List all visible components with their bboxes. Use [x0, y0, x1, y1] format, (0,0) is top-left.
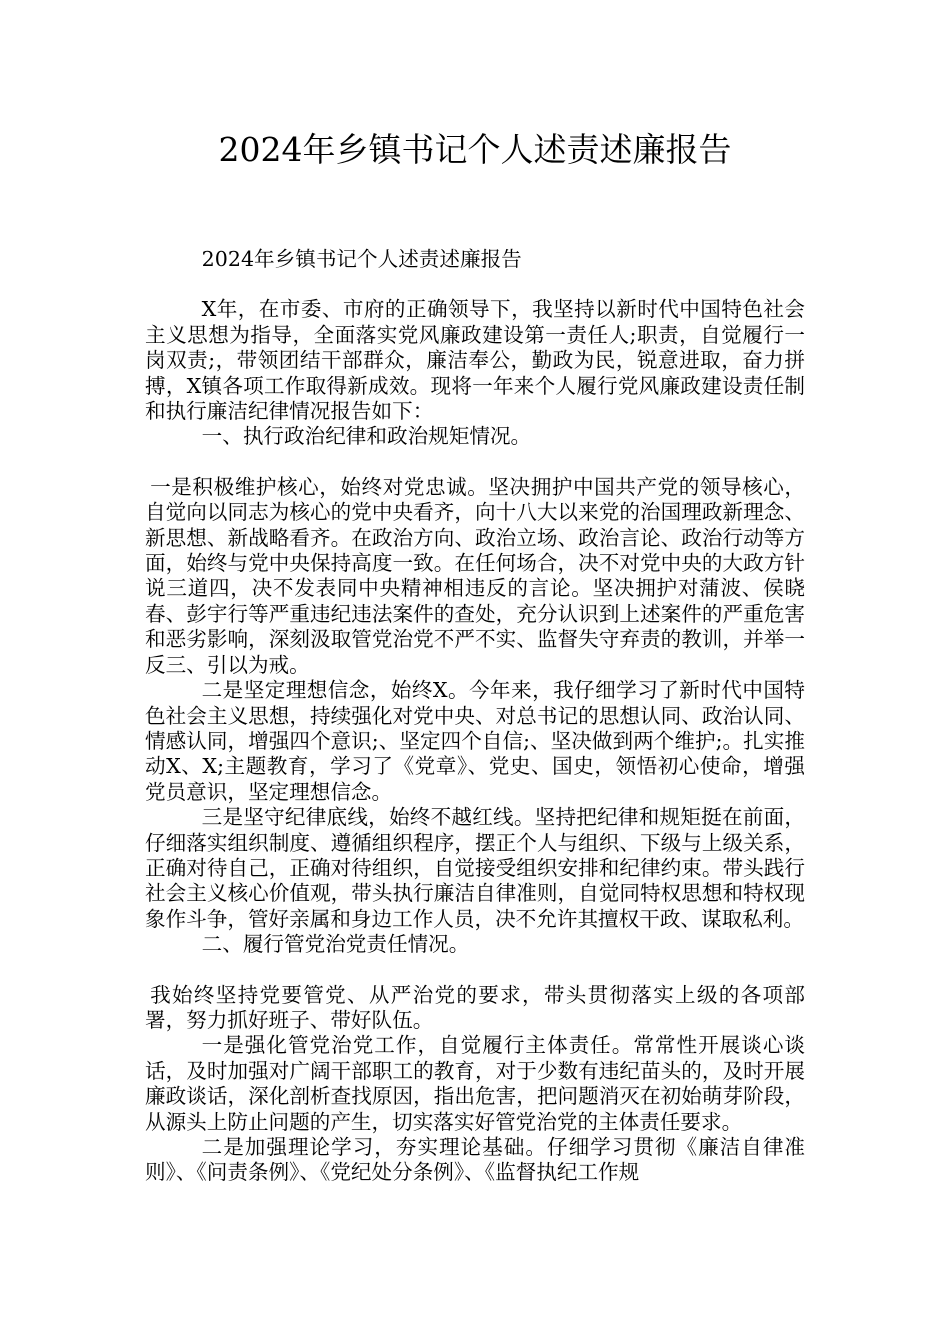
paragraph-loyalty: 一是积极维护核心，始终对党忠诚。坚决拥护中国共产党的领导核心，自觉向以同志为核心的党中央看齐，向十八大以来党的治国理政新理念、新思想、新战略看齐。在政治方向、政治立场、政治言论、政治行动等方面，始终与党中央保持高度一致。在任何场合，决不对党中央的大政方针说三道四，决不发表同中央精神相违反的言论。坚决拥护对蒲波、侯晓春、彭宇行等严重违纪违法案件的查处，充分认识到上述案件的严重危害和恶劣影响，深刻汲取管党治党不严不实、监督失守弃责的教训，并举一反三、引以为戒。	[145, 474, 805, 677]
paragraph-spacer	[145, 958, 805, 983]
section-heading-political-discipline: 一、执行政治纪律和政治规矩情况。	[201, 424, 532, 449]
document-title: 2024年乡镇书记个人述责述廉报告	[218, 130, 732, 169]
paragraph-intro: X年，在市委、市府的正确领导下，我坚持以新时代中国特色社会主义思想为指导，全面落实党风廉政建设第一责任人;职责，自觉履行一岗双责;，带领团结干部群众，廉洁奉公，勤政为民，锐意进取，奋力拼搏，X镇各项工作取得新成效。现将一年来个人履行党风廉政建设责任制和执行廉洁纪律情况报告如下：	[145, 297, 805, 424]
section-heading-party-governance: 二、履行管党治党责任情况。	[201, 932, 470, 957]
paragraph-theory-study: 二是加强理论学习，夯实理论基础。仔细学习贯彻《廉洁自律准则》、《问责条例》、《党纪处分条例》、《监督执纪工作规	[145, 1135, 805, 1185]
paragraph-ideals: 二是坚定理想信念，始终X。今年来，我仔细学习了新时代中国特色社会主义思想，持续强化对党中央、对总书记的思想认同、政治认同、情感认同，增强四个意识;、坚定四个自信;、坚决做到两个维护;。扎实推动X、X;主题教育，学习了《党章》、党史、国史，领悟初心使命，增强党员意识，坚定理想信念。	[145, 678, 805, 804]
document-subtitle: 2024年乡镇书记个人述责述廉报告	[201, 247, 522, 271]
paragraph-spacer	[145, 450, 805, 475]
paragraph-main-responsibility: 一是强化管党治党工作，自觉履行主体责任。常常性开展谈心谈话，及时加强对广阔干部职工的教育，对于少数有违纪苗头的，及时开展廉政谈话，深化剖析查找原因，指出危害，把问题消灭在初始萌芽阶段，从源头上防止问题的产生，切实落实好管党治党的主体责任要求。	[145, 1033, 805, 1134]
paragraph-discipline: 三是坚守纪律底线，始终不越红线。坚持把纪律和规矩挺在前面，仔细落实组织制度、遵循组织程序，摆正个人与组织、下级与上级关系，正确对待自己，正确对待组织，自觉接受组织安排和纪律约束。带头践行社会主义核心价值观，带头执行廉洁自律准则，自觉同特权思想和特权现象作斗争，管好亲属和身边工作人员，决不允许其擅权干政、谋取私利。	[145, 805, 805, 931]
paragraph-strict-governance: 我始终坚持党要管党、从严治党的要求，带头贯彻落实上级的各项部署，努力抓好班子、带好队伍。	[145, 982, 805, 1032]
document-body	[145, 247, 805, 1186]
